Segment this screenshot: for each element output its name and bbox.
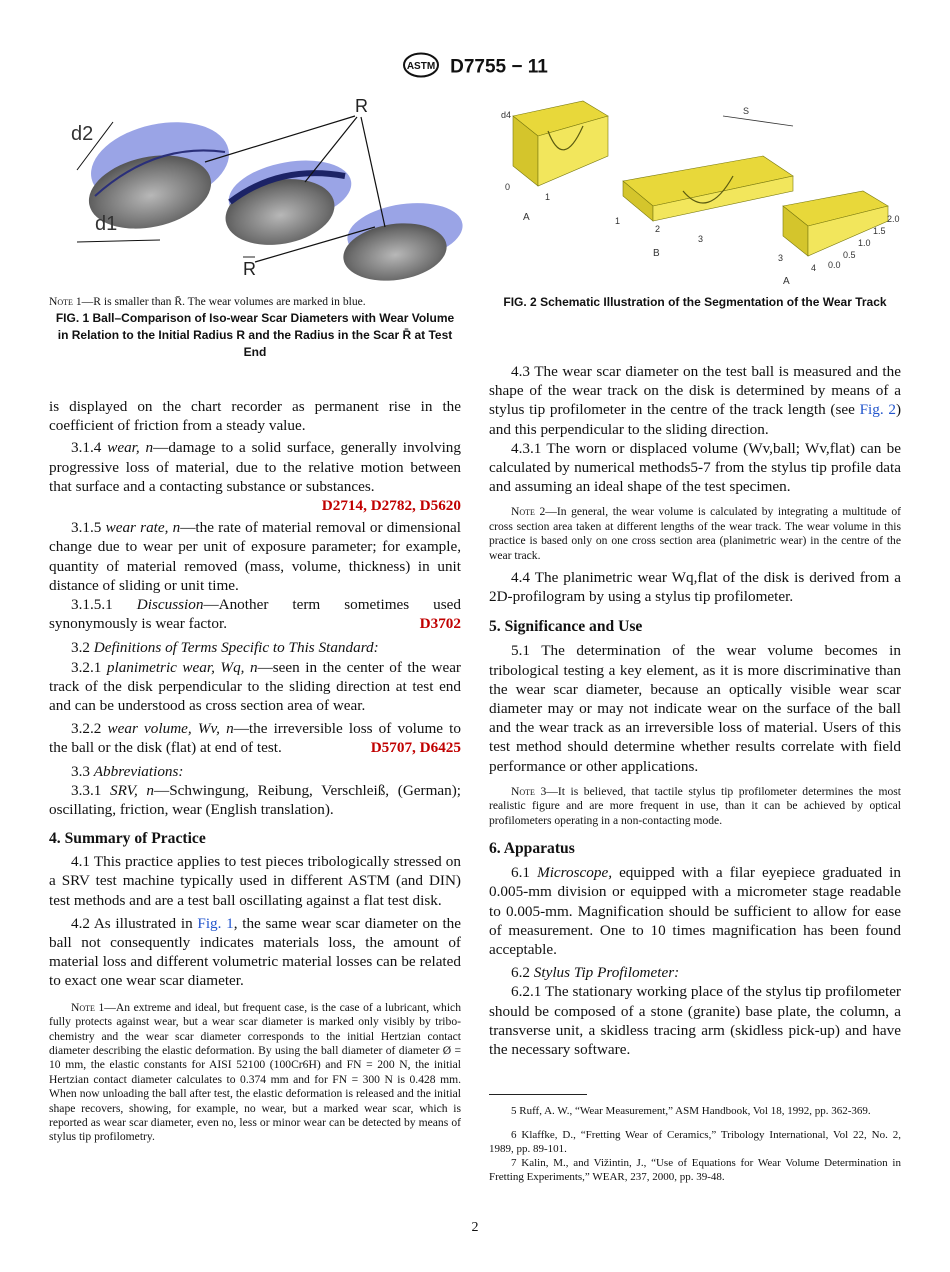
label-s: S — [743, 106, 750, 116]
figure-2 — [493, 96, 908, 286]
label-b: B — [653, 248, 660, 259]
page-header — [0, 52, 950, 83]
label-a2: A — [783, 276, 790, 286]
para-3-3: 3.3 Abbreviations: — [71, 762, 184, 780]
label-r: R — [355, 96, 368, 116]
note-2: Note 2—In general, the wear volume is calculated by integrating a multitude of cross section area taken at different lengths of the wear track. The wear volume in this practice is based only on one cross section area (planimetric wear) in the centre of the wear track. — [489, 505, 902, 562]
para-3-2-1: 3.2.1 planimetric wear, Wq, n—seen in the center of the wear track of the disk perpendicular to the sliding direction at test end and can be understood as cross section area of wear. — [49, 658, 461, 715]
svg-text:1: 1 — [545, 192, 551, 202]
para-5-1: 5.1 The determination of the wear volume becomes in tribological testing a key element, as it is more discriminative than the wear scar diameter, because an optically visible wear scar diameter may or may not indicate wear on the surface of the ball and the wear track as an irreversible loss of material. Users of this test method should determine whether results correlate with field performance or other applications. — [489, 642, 901, 775]
heading-section-6: 6. Apparatus — [489, 840, 575, 858]
fig1-link[interactable]: Fig. 1 — [197, 914, 234, 932]
para-3-1-4: 3.1.4 wear, n—damage to a solid surface, generally involving progressive loss of material, due to the relative motion between that surface and a contacting substance or substances. D2714, D2782, D5620 — [49, 439, 461, 515]
standard-designation: D7755 − 11 — [450, 56, 548, 78]
fig1-note: Note 1—R is smaller than R̄. The wear volumes are marked in blue. — [49, 295, 366, 308]
astm-logo-icon — [402, 52, 440, 83]
svg-text:1.0: 1.0 — [858, 238, 871, 248]
footnote-6: 6 Klaffke, D., “Fretting Wear of Ceramics,” Tribology International, Vol 22, No. 2, 1989, pp. 89-101. — [489, 1129, 901, 1155]
label-d1: d1 — [95, 213, 118, 235]
fig2-link[interactable]: Fig. 2 — [859, 401, 896, 419]
svg-text:ASTM: ASTM — [406, 61, 436, 72]
heading-section-5: 5. Significance and Use — [489, 618, 643, 636]
svg-text:3: 3 — [778, 253, 784, 263]
para-4-2: 4.2 As illustrated in Fig. 1, the same wear scar diameter on the ball not consequently indicates materials loss, the amount of material loss and different volumetric material losses can be related to exact one wear scar diameter. — [49, 914, 462, 990]
para-3-3-1: 3.3.1 SRV, n—Schwingung, Reibung, Verschleiß, (German); oscillating, friction, wear (English translation). — [49, 781, 462, 819]
footnote-divider — [489, 1094, 587, 1095]
para-6-2-1: 6.2.1 The stationary working place of the stylus tip profilometer should be composed of a stone (granite) base plate, the column, a transverse unit, a skidless tracing arm (skidless pick-up) and have the necessary software. — [489, 983, 901, 1058]
svg-text:1: 1 — [615, 216, 621, 226]
svg-text:2.0: 2.0 — [887, 214, 900, 224]
label-d4: d4 — [501, 110, 512, 120]
heading-section-4: 4. Summary of Practice — [49, 830, 206, 848]
para-4-1: 4.1 This practice applies to test pieces tribologically stressed on a SRV test machine typically used in different ASTM (and DIN) test methods and are a test ball oscillating against a flat test disk. — [49, 853, 461, 909]
svg-text:3: 3 — [698, 234, 704, 244]
page-number: 2 — [471, 1220, 479, 1235]
svg-text:1.5: 1.5 — [873, 226, 886, 236]
para-6-2: 6.2 Stylus Tip Profilometer: — [511, 964, 680, 982]
label-rbar: R — [243, 259, 256, 279]
para-3-1-5-1: 3.1.5.1 Discussion—Another term sometimes used synonymously is wear factor. D3702 — [49, 596, 462, 633]
para-3-1-5: 3.1.5 wear rate, n—the rate of material removal or dimensional change due to wear per unit of exposure parameter; for example, quantity of material removed (mass, volume, thickness) in unit distance of sliding or unit time. — [49, 519, 461, 594]
footnote-5: 5 Ruff, A. W., “Wear Measurement,” ASM Handbook, Vol 18, 1992, pp. 362-369. — [511, 1105, 871, 1117]
svg-text:0: 0 — [505, 182, 511, 192]
figure-1 — [55, 92, 465, 292]
para-3-2-2: 3.2.2 wear volume, Wv, n—the irreversible loss of volume to the ball or the disk (flat) at end of test. D5707, D6425 — [49, 720, 461, 757]
figure-2-illustration — [493, 96, 908, 286]
para-continued: is displayed on the chart recorder as permanent rise in the coefficient of friction from a steady value. — [49, 398, 461, 435]
para-3-2: 3.2 Definitions of Terms Specific to This Standard: — [71, 639, 379, 657]
fig1-caption: FIG. 1 Ball–Comparison of Iso-wear Scar Diameters with Wear Volume in Relation to the Initial Radius R and the Radius in the Scar R̄ at Test End — [55, 311, 455, 359]
svg-text:0.0: 0.0 — [828, 260, 841, 270]
footnote-7: 7 Kalin, M., and Vižintin, J., “Use of Equations for Wear Volume Determination in Fretting Experiments,” WEAR, 237, 2000, pp. 39-48. — [489, 1157, 901, 1183]
label-d2: d2 — [71, 123, 94, 145]
fig2-caption: FIG. 2 Schematic Illustration of the Segmentation of the Wear Track — [503, 295, 887, 309]
para-4-3-1: 4.3.1 The worn or displaced volume (Wv,ball; Wv,flat) can be calculated by numerical methods5-7 from the stylus tip profile data and assuming an ideal shape of the test specimen. — [489, 439, 901, 496]
para-6-1: 6.1 Microscope, equipped with a filar eyepiece graduated in 0.005-mm division or equipped with a micrometer stage readable to 0.005-mm. Magnification should be sufficient to allow for ease of measurement. One to 10 times magnification has been found acceptable. — [489, 864, 901, 958]
note-3: Note 3—It is believed, that tactile stylus tip profilometer determines the most realistic figure and are more frequent in use, than it can be achieved by optical profilometers operating in a non-contacting mode. — [489, 784, 901, 827]
label-a: A — [523, 212, 530, 223]
para-4-4: 4.4 The planimetric wear Wq,flat of the disk is derived from a 2D-profilogram by using a stylus tip profilometer. — [489, 569, 901, 606]
svg-text:4: 4 — [811, 263, 817, 273]
figure-1-illustration — [55, 92, 465, 292]
note-1: Note 1—An extreme and ideal, but frequent case, is the case of a lubricant, which fully protects against wear, but a wear scar diameter is marked only visibly by tribo-chemistry and the wear scar diameter corresponds to the initial Hertzian contact diameter describing the elastic deformation. By using the ball diameter of diameter Ø = 10 mm, the elastic constants for AISI 52100 (100Cr6H) and FN = 200 N, the initial Hertzian contact diameter calculates to 0.374 mm and for FN = 300 N is 0.428 mm. When now unloading the ball after test, the elastic deformation is released and the initial shape recovers, showing, for example, no wear, but a marked wear scar, which is reported as wear scar diameter, even no, less or minor wear can be detected by means of stylus tip profilometry. — [49, 1000, 461, 1144]
svg-text:0.5: 0.5 — [843, 250, 856, 260]
svg-text:2: 2 — [655, 224, 661, 234]
para-4-3: 4.3 The wear scar diameter on the test ball is measured and the shape of the wear track on the disk is determined by means of a stylus tip profilometer in the centre of the track length (see Fig. 2) and this perpendicular to the sliding direction. — [489, 363, 901, 438]
